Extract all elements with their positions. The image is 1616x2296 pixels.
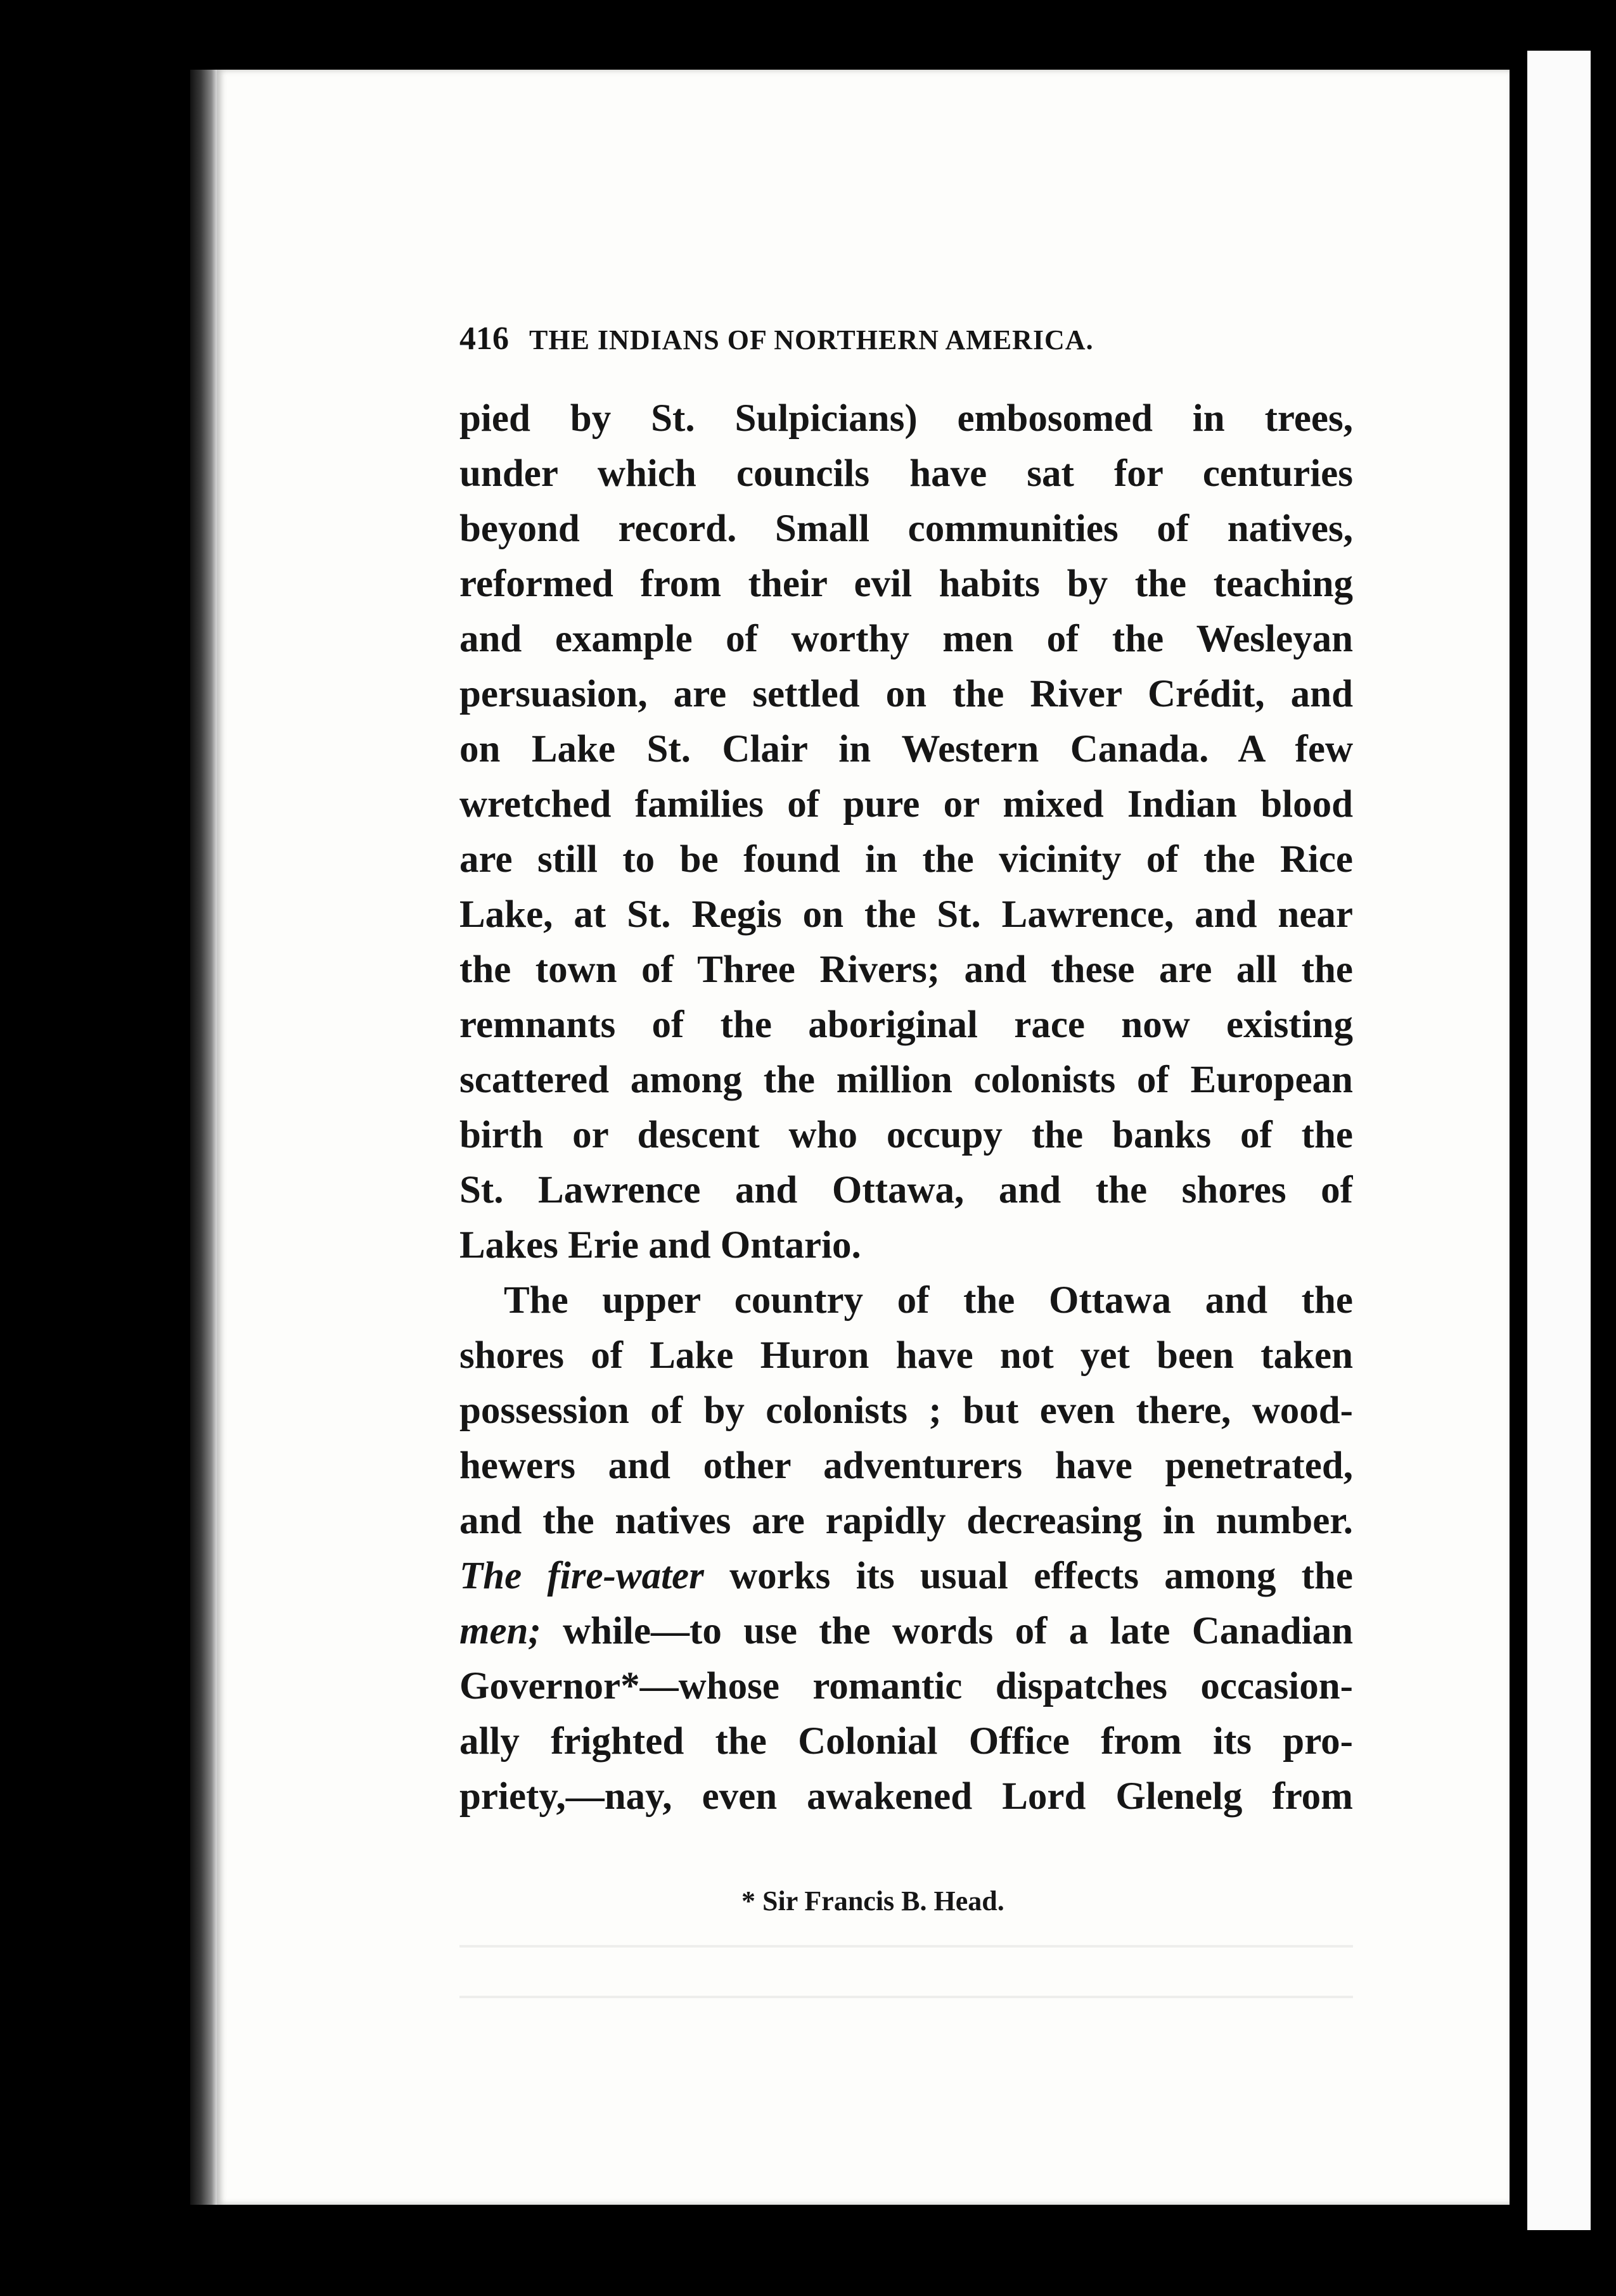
text-line: reformed from their evil habits by the teaching <box>459 563 1353 605</box>
text-line: hewers and other adventurers have penetrated, <box>459 1445 1353 1487</box>
text-line: wretched families of pure or mixed Indian blood <box>459 783 1353 826</box>
binding-edge <box>190 70 217 2205</box>
text-line: priety,—nay, even awakened Lord Glenelg from <box>459 1775 1353 1818</box>
text-line: under which councils have sat for centuries <box>459 452 1353 495</box>
italic-phrase: The fire-water <box>459 1555 704 1597</box>
text-line: and example of worthy men of the Wesleyan <box>459 618 1353 660</box>
page-gap <box>1510 51 1527 2230</box>
text-fragment: works its usual effects among the <box>729 1555 1353 1597</box>
text-line: Lakes Erie and Ontario. <box>459 1224 861 1266</box>
text-line: pied by St. Sulpicians) embosomed in trees, <box>459 397 1353 440</box>
text-line: birth or descent who occupy the banks of the <box>459 1114 1353 1156</box>
body-text <box>459 391 1353 1824</box>
text-line-with-italic <box>459 1604 1353 1659</box>
footnote: * Sir Francis B. Head. <box>741 1885 1004 1917</box>
text-line: Lake, at St. Regis on the St. Lawrence, and near <box>459 893 1353 936</box>
text-fragment: while—to use the words of a late Canadian <box>563 1610 1353 1652</box>
text-line: and the natives are rapidly decreasing in number. <box>459 1500 1353 1542</box>
running-head <box>459 320 1252 364</box>
text-line: on Lake St. Clair in Western Canada. A few <box>459 728 1353 770</box>
text-line: persuasion, are settled on the River Crédit, and <box>459 673 1353 715</box>
text-line: the town of Three Rivers; and these are all the <box>459 948 1353 991</box>
text-line: St. Lawrence and Ottawa, and the shores of <box>459 1169 1353 1211</box>
text-line: The upper country of the Ottawa and the <box>504 1279 1353 1322</box>
text-line: remnants of the aboriginal race now existing <box>459 1004 1353 1046</box>
text-line: Governor*—whose romantic dispatches occasion- <box>459 1665 1353 1707</box>
text-line: are still to be found in the vicinity of the Rice <box>459 838 1353 881</box>
show-through-bleed <box>459 1945 1353 2034</box>
page-number: 416 <box>459 321 509 357</box>
text-line: ally frighted the Colonial Office from its pro- <box>459 1720 1353 1763</box>
text-line: scattered among the million colonists of European <box>459 1059 1353 1101</box>
running-title: THE INDIANS OF NORTHERN AMERICA. <box>529 324 1094 355</box>
text-line: shores of Lake Huron have not yet been taken <box>459 1334 1353 1377</box>
text-line-with-italic <box>459 1548 1353 1604</box>
italic-phrase: men; <box>459 1610 541 1652</box>
text-line: beyond record. Small communities of natives, <box>459 507 1353 550</box>
facing-page-edge <box>1527 51 1591 2230</box>
text-line: possession of by colonists ; but even there, wood- <box>459 1389 1353 1432</box>
